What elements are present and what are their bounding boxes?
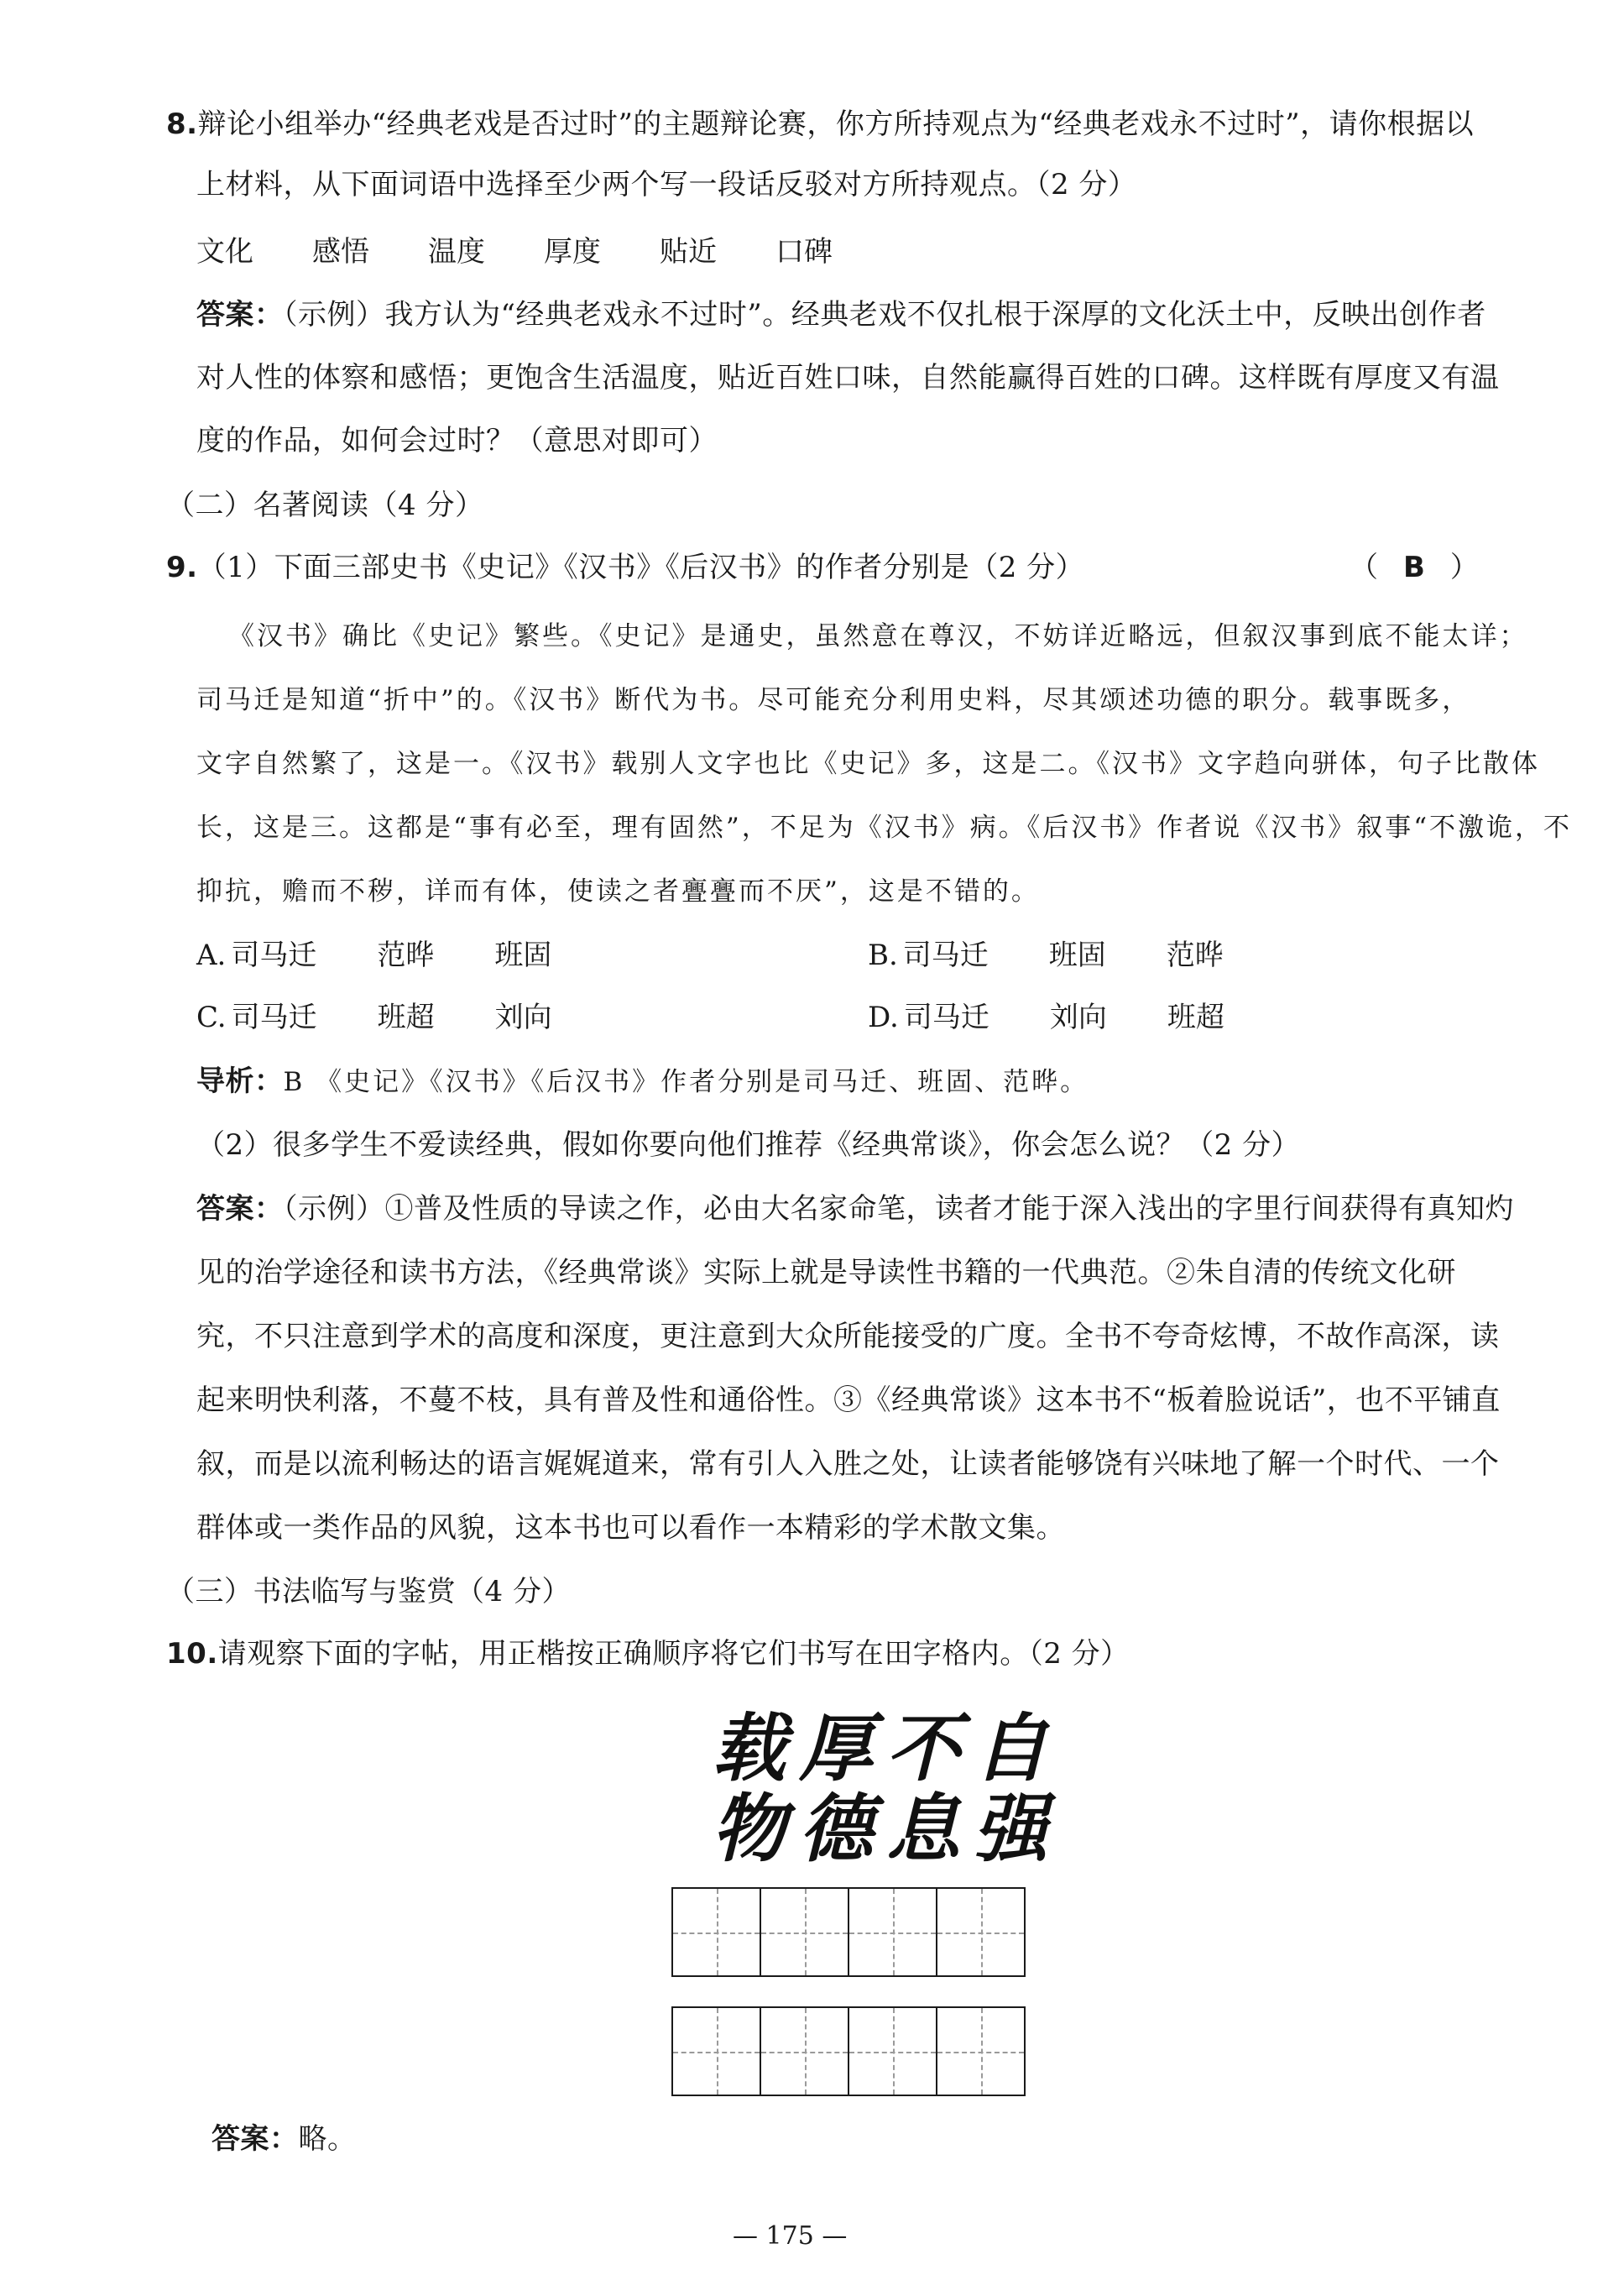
calligraphy-char: 强 <box>974 1785 1048 1872</box>
q9-passage-line: 《汉书》确比《史记》繁些。《史记》是通史，虽然意在尊汉，不妨详近略远，但叙汉事到底不能太详； <box>228 621 1528 651</box>
q9-passage-line: 抑抗，赡而不秽，详而有体，使读之者亹亹而不厌”，这是不错的。 <box>196 876 1040 907</box>
q8-word: 温度 <box>428 235 485 269</box>
q9-answer-line: 究，不只注意到学术的高度和深度，更注意到大众所能接受的广度。全书不夸奇炫博，不故作高深，读 <box>196 1320 1500 1353</box>
q9-passage-line: 文字自然繁了，这是一。《汉书》载别人文字也比《史记》多，这是二。《汉书》文字趋向骈体，句子比散体 <box>196 749 1540 779</box>
option-item: 班固 <box>1048 939 1106 972</box>
q8-line2: 上材料，从下面词语中选择至少两个写一段话反驳对方所持观点。（2 分） <box>196 168 1137 201</box>
q10-answer-text: 略。 <box>298 2122 357 2156</box>
q9-answer-label: 答案： <box>196 1192 284 1226</box>
q9-passage-line: 长，这是三。这都是“事有必至，理有固然”，不足为《汉书》病。《后汉书》作者说《汉书》叙事“不激诡，不 <box>196 813 1573 843</box>
option-item: 班固 <box>494 939 552 972</box>
bracket-open: （ <box>1350 551 1378 584</box>
tianzige-cell[interactable] <box>673 1889 761 1975</box>
q9-number: 9. <box>166 551 198 584</box>
q9-analysis-label: 导析： <box>196 1064 284 1098</box>
tianzige-cell[interactable] <box>937 2008 1024 2095</box>
q8-answer-line3: 度的作品，如何会过时？（意思对即可） <box>196 424 718 458</box>
bracket-close: ） <box>1449 551 1479 584</box>
q9-answer-line: 起来明快利落，不蔓不枝，具有普及性和通俗性。③《经典常谈》这本书不“板着脸说话”，也不平铺直 <box>196 1383 1501 1417</box>
q9-answer-line: 见的治学途径和读书方法，《经典常谈》实际上就是导读性书籍的一代典范。②朱自清的传统文化研 <box>196 1256 1456 1289</box>
q8-word: 文化 <box>196 235 253 269</box>
q9-passage-line: 司马迁是知道“折中”的。《汉书》断代为书。尽可能充分利用史料，尽其颂述功德的职分。载事既多， <box>196 685 1471 715</box>
q9-option-c <box>196 1001 552 1034</box>
calligraphy-char: 自 <box>974 1704 1048 1791</box>
calligraphy-char: 息 <box>886 1785 961 1872</box>
calligraphy-char: 德 <box>799 1785 874 1872</box>
q9-answer-line: 叙，而是以流利畅达的语言娓娓道来，常有引人入胜之处，让读者能够饶有兴味地了解一个时代、一个 <box>196 1447 1500 1481</box>
option-item: 司马迁 <box>231 939 317 972</box>
q9-analysis-text: B 《史记》《汉书》《后汉书》作者分别是司马迁、班固、范晔。 <box>283 1067 1089 1097</box>
q9-part1 <box>166 551 1084 584</box>
tianzige-grid-row-2 <box>671 2006 1026 2096</box>
q8-line1 <box>166 107 1474 141</box>
q9-option-a <box>196 939 551 972</box>
option-item: 司马迁 <box>902 939 989 972</box>
q10-text: 请观察下面的字帖，用正楷按正确顺序将它们书写在田字格内。（2 分） <box>217 1637 1130 1671</box>
q9-answer-choice: B <box>1403 551 1425 584</box>
q9-analysis <box>196 1064 1089 1099</box>
option-label: D. <box>868 1001 899 1034</box>
tianzige-grid-row-1 <box>671 1887 1026 1977</box>
q9-option-b <box>868 939 1224 972</box>
calligraphy-char: 厚 <box>799 1704 874 1791</box>
option-item: 司马迁 <box>903 1001 989 1034</box>
option-label: C. <box>196 1001 227 1034</box>
option-item: 班超 <box>1167 1001 1224 1034</box>
q8-word: 感悟 <box>312 235 369 269</box>
tianzige-cell[interactable] <box>937 1889 1024 1975</box>
page-number: — 175 — <box>733 2221 848 2251</box>
option-label: A. <box>196 939 227 972</box>
q10-answer-label: 答案： <box>211 2122 299 2156</box>
tianzige-cell[interactable] <box>761 1889 849 1975</box>
tianzige-cell[interactable] <box>849 2008 937 2095</box>
q8-text-line1: 辩论小组举办“经典老戏是否过时”的主题辩论赛，你方所持观点为“经典老戏永不过时”，请你根据以 <box>197 107 1475 141</box>
option-item: 班超 <box>377 1001 435 1034</box>
option-item: 司马迁 <box>231 1001 317 1034</box>
q9-answer-text: （示例）①普及性质的导读之作，必由大名家命笔，读者才能于深入浅出的字里行间获得有真知灼 <box>283 1192 1514 1226</box>
q8-answer-label: 答案： <box>196 298 284 332</box>
q8-answer-text: （示例）我方认为“经典老戏永不过时”。经典老戏不仅扎根于深厚的文化沃土中，反映出创作者 <box>283 298 1486 332</box>
option-item: 刘向 <box>494 1001 552 1034</box>
calligraphy-char: 不 <box>886 1704 961 1791</box>
option-item: 范晔 <box>1166 939 1224 972</box>
q8-answer-line2: 对人性的体察和感悟；更饱含生活温度，贴近百姓口味，自然能赢得百姓的口碑。这样既有厚度又有温 <box>196 361 1500 395</box>
q8-number: 8. <box>166 107 198 141</box>
section3-title: （三）书法临写与鉴赏（4 分） <box>166 1575 571 1608</box>
q9-answer-line: 群体或一类作品的风貌，这本书也可以看作一本精彩的学术散文集。 <box>196 1511 1065 1545</box>
q10-line <box>166 1637 1130 1671</box>
q9-answer-line1 <box>196 1192 1514 1226</box>
tianzige-cell[interactable] <box>849 1889 937 1975</box>
section2-title: （二）名著阅读（4 分） <box>166 489 484 522</box>
q8-answer-line1 <box>196 298 1486 332</box>
q9-part2: （2）很多学生不爱读经典，假如你要向他们推荐《经典常谈》，你会怎么说？（2 分） <box>196 1128 1301 1162</box>
q8-word: 厚度 <box>544 235 601 269</box>
q8-word: 贴近 <box>660 235 717 269</box>
q10-number: 10. <box>166 1637 218 1671</box>
calligraphy-char: 物 <box>712 1785 786 1872</box>
tianzige-cell[interactable] <box>761 2008 849 2095</box>
q10-answer <box>211 2122 357 2156</box>
option-item: 刘向 <box>1049 1001 1107 1034</box>
q8-word: 口碑 <box>775 235 833 269</box>
option-item: 范晔 <box>377 939 435 972</box>
option-label: B. <box>868 939 898 972</box>
q9-part1-text: （1）下面三部史书《史记》《汉书》《后汉书》的作者分别是（2 分） <box>197 551 1085 584</box>
q9-option-d <box>868 1001 1224 1034</box>
tianzige-cell[interactable] <box>673 2008 761 2095</box>
q9-answer-bracket <box>1350 551 1479 584</box>
calligraphy-char: 载 <box>712 1704 786 1791</box>
